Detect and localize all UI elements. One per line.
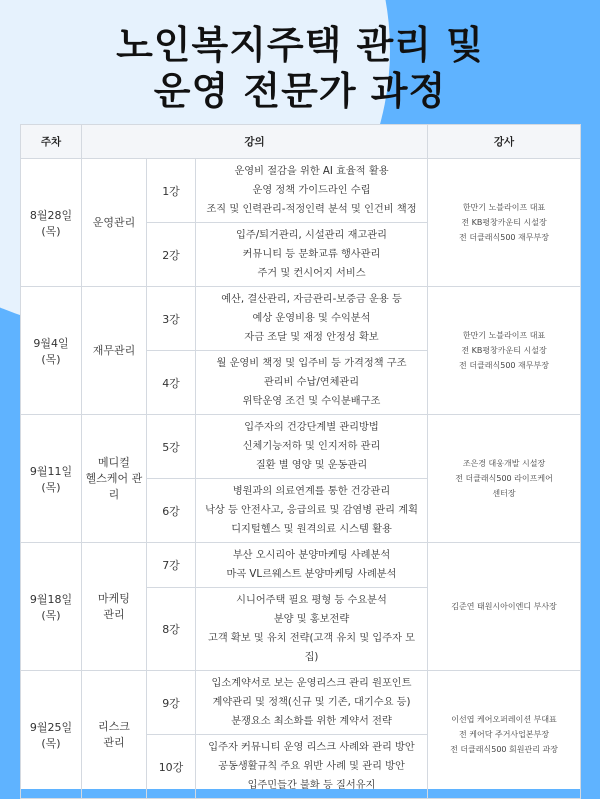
week-topic-cell [82, 543, 147, 671]
header-instructor: 강사 [428, 125, 581, 159]
lesson-content-line: 낙상 등 안전사고, 응급의료 및 감염병 관리 계획 [205, 505, 418, 516]
title-line-2: 운영 전문가 과정 [153, 69, 447, 113]
week-day: (목) [41, 224, 61, 238]
lesson-content-line: 공동생활규칙 주요 위반 사례 및 관리 방안 [218, 761, 405, 772]
lesson-number: 3강 [147, 287, 196, 351]
week-date: 9월4일 [33, 336, 69, 350]
table-header-row [21, 125, 581, 159]
lesson-content-line: 입소계약서로 보는 운영리스크 관리 원포인트 [211, 678, 412, 689]
lesson-content-line: 입주민들간 불화 등 질서유지 [247, 780, 376, 791]
week-topic-cell [82, 287, 147, 415]
instructor-line: 전 더클래식500 회원관리 과장 [450, 745, 558, 754]
week-topic-line: 헬스케어 관 [85, 471, 143, 485]
instructor-cell [428, 415, 581, 543]
week-date-cell [21, 671, 82, 799]
lesson-content-line: 조직 및 인력관리-적정인력 분석 및 인건비 책정 [206, 204, 417, 215]
lesson-content-line: 예산, 결산관리, 자금관리-보증금 운용 등 [221, 294, 402, 305]
instructor-cell [428, 287, 581, 415]
lesson-content-line: 분양 및 홍보전략 [273, 614, 350, 625]
lesson-contents [196, 287, 428, 351]
lesson-content-line: 입주/퇴거관리, 시설관리 재고관리 [236, 230, 387, 241]
week-topic-line: 운영관리 [92, 215, 136, 229]
week-day: (목) [41, 736, 61, 750]
lesson-content-line: 디지털헬스 및 원격의료 시스템 활용 [231, 524, 392, 535]
week-date-cell [21, 287, 82, 415]
week-date: 9월11일 [29, 464, 73, 478]
week-topic-line: 관리 [103, 607, 125, 621]
lesson-number: 7강 [147, 543, 196, 588]
session-row [21, 543, 581, 588]
week-topic-cell [82, 415, 147, 543]
week-day: (목) [41, 608, 61, 622]
instructor-line: 전 더클래식500 재무부장 [459, 361, 549, 370]
schedule-body [21, 159, 581, 799]
lesson-contents [196, 588, 428, 671]
schedule-sheet [20, 124, 580, 789]
session-row [21, 287, 581, 351]
instructor-line: 전 케어닥 주거사업본부장 [458, 730, 550, 739]
week-date: 9월25일 [29, 720, 73, 734]
lesson-content-line: 신체기능저하 및 인지저하 관리 [242, 441, 381, 452]
week-date-cell [21, 543, 82, 671]
instructor-line: 조은경 대웅개발 시설장 [462, 459, 546, 468]
lesson-number: 4강 [147, 351, 196, 415]
lesson-content-line: 관리비 수납/연체관리 [263, 377, 360, 388]
lesson-contents [196, 351, 428, 415]
lesson-content-line: 분쟁요소 최소화를 위한 계약서 전략 [231, 716, 392, 727]
lesson-content-line: 커뮤니티 등 문화교류 행사관리 [242, 249, 381, 260]
lesson-content-line: 입주자의 건강단계별 관리방법 [244, 422, 379, 433]
lesson-content-line: 운영비 절감을 위한 AI 효율적 활용 [234, 166, 389, 177]
page-title [0, 22, 600, 114]
session-row [21, 159, 581, 223]
instructor-line: 이선엽 케어오퍼레이션 부대표 [451, 715, 557, 724]
instructor-line: 한만기 노블라이프 대표 [462, 331, 546, 340]
week-date-cell [21, 159, 82, 287]
instructor-line: 김준연 태원시아이엔디 부사장 [451, 602, 557, 611]
week-topic-line: 메디컬 [98, 455, 130, 469]
week-topic-line: 관리 [103, 735, 125, 749]
title-line-1: 노인복지주택 관리 및 [116, 23, 484, 67]
instructor-line: 전 더클래식500 재무부장 [459, 233, 549, 242]
lesson-number: 6강 [147, 479, 196, 543]
lesson-number: 5강 [147, 415, 196, 479]
lesson-content-line: 예상 운영비용 및 수익분석 [252, 313, 371, 324]
lesson-content-line: 자금 조달 및 재정 안정성 확보 [244, 332, 379, 343]
week-topic-cell [82, 671, 147, 799]
instructor-line: 전 KB평창카운티 시설장 [461, 346, 547, 355]
lesson-content-line: 집) [304, 652, 319, 663]
week-date: 8월28일 [29, 208, 73, 222]
week-topic-line: 리 [108, 487, 120, 501]
week-topic-cell [82, 159, 147, 287]
instructor-line: 한만기 노블라이프 대표 [462, 203, 546, 212]
session-row [21, 415, 581, 479]
week-topic-line: 마케팅 [98, 591, 130, 605]
header-lecture: 강의 [82, 125, 428, 159]
lesson-number: 8강 [147, 588, 196, 671]
week-day: (목) [41, 480, 61, 494]
lesson-content-line: 주거 및 컨시어지 서비스 [257, 268, 366, 279]
lesson-content-line: 고객 확보 및 유치 전략(고객 유치 및 입주자 모 [207, 633, 416, 644]
lesson-contents [196, 223, 428, 287]
lesson-number: 2강 [147, 223, 196, 287]
instructor-cell [428, 671, 581, 799]
instructor-line: 전 더클래식500 라이프케어 [455, 474, 553, 483]
lesson-contents [196, 543, 428, 588]
instructor-cell [428, 543, 581, 671]
lesson-contents [196, 479, 428, 543]
lesson-content-line: 입주자 커뮤니티 운영 리스크 사례와 관리 방안 [208, 742, 415, 753]
instructor-cell [428, 159, 581, 287]
instructor-line: 전 KB평창카운티 시설장 [461, 218, 547, 227]
lesson-number: 1강 [147, 159, 196, 223]
header-week: 주차 [21, 125, 82, 159]
lesson-content-line: 운영 정책 가이드라인 수립 [252, 185, 371, 196]
session-row [21, 671, 581, 735]
instructor-line: 센터장 [492, 489, 516, 498]
week-date-cell [21, 415, 82, 543]
lesson-number: 9강 [147, 671, 196, 735]
week-topic-line: 리스크 [98, 719, 130, 733]
lesson-content-line: 시니어주택 필요 평형 등 수요분석 [236, 595, 387, 606]
lesson-content-line: 부산 오시리아 분양마케팅 사례분석 [232, 550, 391, 561]
lesson-contents [196, 671, 428, 735]
week-topic-line: 재무관리 [92, 343, 136, 357]
schedule-table [20, 124, 581, 799]
lesson-content-line: 병원과의 의료연계를 통한 건강관리 [232, 486, 391, 497]
lesson-number: 10강 [147, 735, 196, 799]
lesson-content-line: 질환 별 영양 및 운동관리 [255, 460, 368, 471]
lesson-contents [196, 159, 428, 223]
lesson-content-line: 마곡 VL르웨스트 분양마케팅 사례분석 [226, 569, 397, 580]
lesson-contents [196, 415, 428, 479]
week-date: 9월18일 [29, 592, 73, 606]
lesson-content-line: 월 운영비 책정 및 입주비 등 가격정책 구조 [216, 358, 407, 369]
lesson-content-line: 위탁운영 조건 및 수익분배구조 [242, 396, 381, 407]
lesson-content-line: 계약관리 및 정책(신규 및 기존, 대기수요 등) [212, 697, 411, 708]
week-day: (목) [41, 352, 61, 366]
